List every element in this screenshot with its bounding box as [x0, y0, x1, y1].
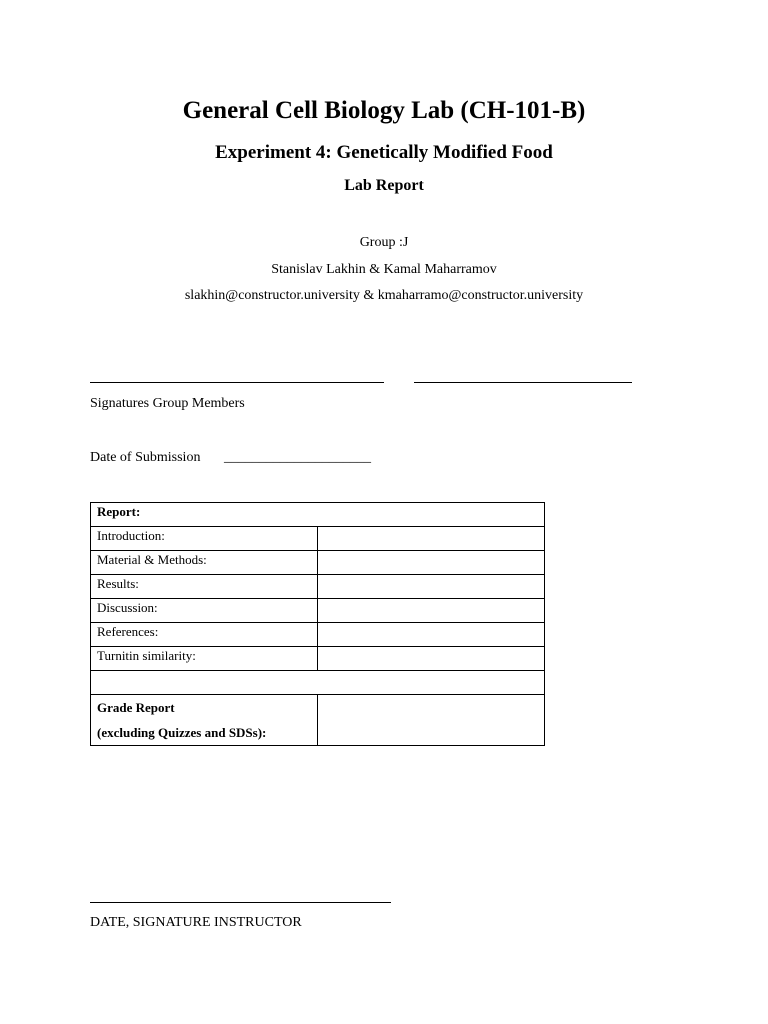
grade-report-label-line2: (excluding Quizzes and SDSs):: [97, 725, 267, 740]
report-table: [90, 502, 545, 746]
spacer-cell: [91, 671, 545, 695]
row-value-introduction: [318, 527, 545, 551]
experiment-subtitle: Experiment 4: Genetically Modified Food: [215, 142, 553, 163]
row-label-introduction: Introduction:: [91, 527, 318, 551]
signature-line-member-2: [414, 382, 632, 383]
row-label-discussion: Discussion:: [91, 599, 318, 623]
table-row: [91, 671, 545, 695]
submission-date-label: Date of Submission: [90, 450, 201, 465]
group-members: Stanislav Lakhin & Kamal Maharramov: [271, 262, 497, 277]
table-row: [91, 695, 545, 746]
group-label: Group :J: [359, 235, 409, 250]
table-row: [91, 503, 545, 527]
table-row: [91, 551, 545, 575]
row-value-discussion: [318, 599, 545, 623]
table-row: [91, 647, 545, 671]
group-emails: slakhin@constructor.university & kmaharramo@constructor.university: [184, 288, 584, 303]
report-header-cell: Report:: [91, 503, 545, 527]
table-row: [91, 623, 545, 647]
table-row: [91, 599, 545, 623]
row-label-material-methods: Material & Methods:: [91, 551, 318, 575]
signature-line-member-1: [90, 382, 384, 383]
row-label-references: References:: [91, 623, 318, 647]
grade-report-label-line1: Grade Report: [97, 700, 175, 715]
row-label-results: Results:: [91, 575, 318, 599]
row-label-turnitin: Turnitin similarity:: [91, 647, 318, 671]
row-value-references: [318, 623, 545, 647]
table-row: [91, 575, 545, 599]
row-value-results: [318, 575, 545, 599]
row-value-material-methods: [318, 551, 545, 575]
grade-report-label: [91, 695, 318, 746]
instructor-signature-line: [90, 902, 391, 903]
table-row: [91, 527, 545, 551]
signatures-label: Signatures Group Members: [90, 396, 245, 411]
instructor-signature-label: DATE, SIGNATURE INSTRUCTOR: [90, 915, 302, 930]
submission-date-line: _____________________: [224, 450, 371, 465]
row-value-turnitin: [318, 647, 545, 671]
grade-report-value: [318, 695, 545, 746]
report-type-heading: Lab Report: [344, 177, 424, 194]
page-title: General Cell Biology Lab (CH-101-B): [182, 97, 586, 124]
